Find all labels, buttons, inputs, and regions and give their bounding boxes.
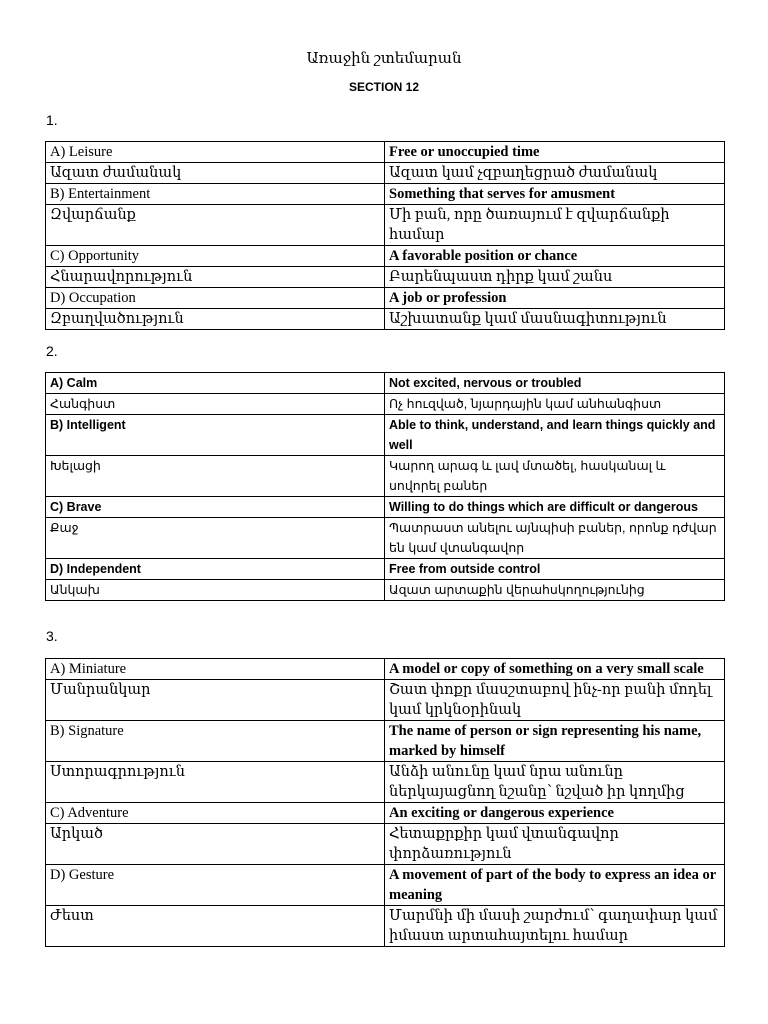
definition-armenian: Կարող արագ և լավ մտածել, հասկանալ և սովորել բաներ	[385, 456, 725, 497]
table-row	[46, 267, 725, 288]
term-armenian: Արկած	[46, 824, 385, 865]
table-row	[46, 580, 725, 601]
table-row	[46, 142, 725, 163]
definition-armenian: Բարենպաստ դիրք կամ շանս	[385, 267, 725, 288]
table-row	[46, 288, 725, 309]
vocab-table-3	[45, 658, 725, 947]
definition-english: A movement of part of the body to express an idea or meaning	[385, 865, 725, 906]
definition-english: A model or copy of something on a very small scale	[385, 659, 725, 680]
term-armenian: Զվարճանք	[46, 205, 385, 246]
table-row	[46, 456, 725, 497]
table-row	[46, 205, 725, 246]
definition-english: Willing to do things which are difficult or dangerous	[385, 497, 725, 518]
term-armenian: Ժեստ	[46, 906, 385, 947]
table-row	[46, 824, 725, 865]
term-english: A) Miniature	[46, 659, 385, 680]
definition-armenian: Պատրաստ անելու այնպիսի բաներ, որոնք դժվար են կամ վտանգավոր	[385, 518, 725, 559]
table-row	[46, 184, 725, 205]
table-row	[46, 518, 725, 559]
term-english: D) Occupation	[46, 288, 385, 309]
definition-armenian: Ազատ կամ չզբաղեցրած ժամանակ	[385, 163, 725, 184]
vocab-table-1	[45, 141, 725, 330]
definition-english: An exciting or dangerous experience	[385, 803, 725, 824]
table-row	[46, 497, 725, 518]
term-armenian: Մանրանկար	[46, 680, 385, 721]
definition-english: A job or profession	[385, 288, 725, 309]
table-row	[46, 721, 725, 762]
term-english: B) Intelligent	[46, 415, 385, 456]
term-armenian: Հնարավորություն	[46, 267, 385, 288]
definition-english: Able to think, understand, and learn things quickly and well	[385, 415, 725, 456]
definition-armenian: Շատ փոքր մասշտաբով ինչ-որ բանի մոդել կամ կրկնօրինակ	[385, 680, 725, 721]
definition-armenian: Մի բան, որը ծառայում է զվարճանքի համար	[385, 205, 725, 246]
term-armenian: Զբաղվածություն	[46, 309, 385, 330]
table-row	[46, 803, 725, 824]
table-row	[46, 680, 725, 721]
term-english: C) Brave	[46, 497, 385, 518]
definition-armenian: Աշխատանք կամ մասնագիտություն	[385, 309, 725, 330]
definition-english: A favorable position or chance	[385, 246, 725, 267]
term-english: D) Gesture	[46, 865, 385, 906]
table-row	[46, 762, 725, 803]
question-number-2: 2.	[46, 343, 58, 359]
section-label: SECTION 12	[348, 80, 420, 94]
table-row	[46, 163, 725, 184]
definition-english: Free from outside control	[385, 559, 725, 580]
definition-english: The name of person or sign representing his name, marked by himself	[385, 721, 725, 762]
term-armenian: Խելացի	[46, 456, 385, 497]
table-row	[46, 559, 725, 580]
term-english: D) Independent	[46, 559, 385, 580]
term-armenian: Հանգիստ	[46, 394, 385, 415]
term-english: A) Calm	[46, 373, 385, 394]
table-row	[46, 394, 725, 415]
term-armenian: Ազատ ժամանակ	[46, 163, 385, 184]
table-row	[46, 415, 725, 456]
definition-english: Free or unoccupied time	[385, 142, 725, 163]
table-row	[46, 906, 725, 947]
table-row	[46, 246, 725, 267]
question-number-3: 3.	[46, 628, 58, 644]
definition-english: Not excited, nervous or troubled	[385, 373, 725, 394]
vocab-table-2	[45, 372, 725, 601]
table-row	[46, 659, 725, 680]
page-title: Առաջին շտեմարան	[306, 51, 462, 67]
definition-armenian: Մարմնի մի մասի շարժում՝ գաղափար կամ իմաստ արտահայտելու համար	[385, 906, 725, 947]
definition-english: Something that serves for amusment	[385, 184, 725, 205]
table-row	[46, 865, 725, 906]
term-english: A) Leisure	[46, 142, 385, 163]
definition-armenian: Հետաքրքիր կամ վտանգավոր փորձառություն	[385, 824, 725, 865]
term-armenian: Անկախ	[46, 580, 385, 601]
term-english: B) Signature	[46, 721, 385, 762]
definition-armenian: Ազատ արտաքին վերահսկողությունից	[385, 580, 725, 601]
definition-armenian: Ոչ հուզված, նյարդային կամ անհանգիստ	[385, 394, 725, 415]
question-number-1: 1.	[46, 112, 58, 128]
definition-armenian: Անձի անունը կամ նրա անունը ներկայացնող նշանը՝ նշված իր կողմից	[385, 762, 725, 803]
table-row	[46, 309, 725, 330]
table-row	[46, 373, 725, 394]
term-english: B) Entertainment	[46, 184, 385, 205]
term-armenian: Ստորագրություն	[46, 762, 385, 803]
term-armenian: Քաջ	[46, 518, 385, 559]
term-english: C) Opportunity	[46, 246, 385, 267]
term-english: C) Adventure	[46, 803, 385, 824]
